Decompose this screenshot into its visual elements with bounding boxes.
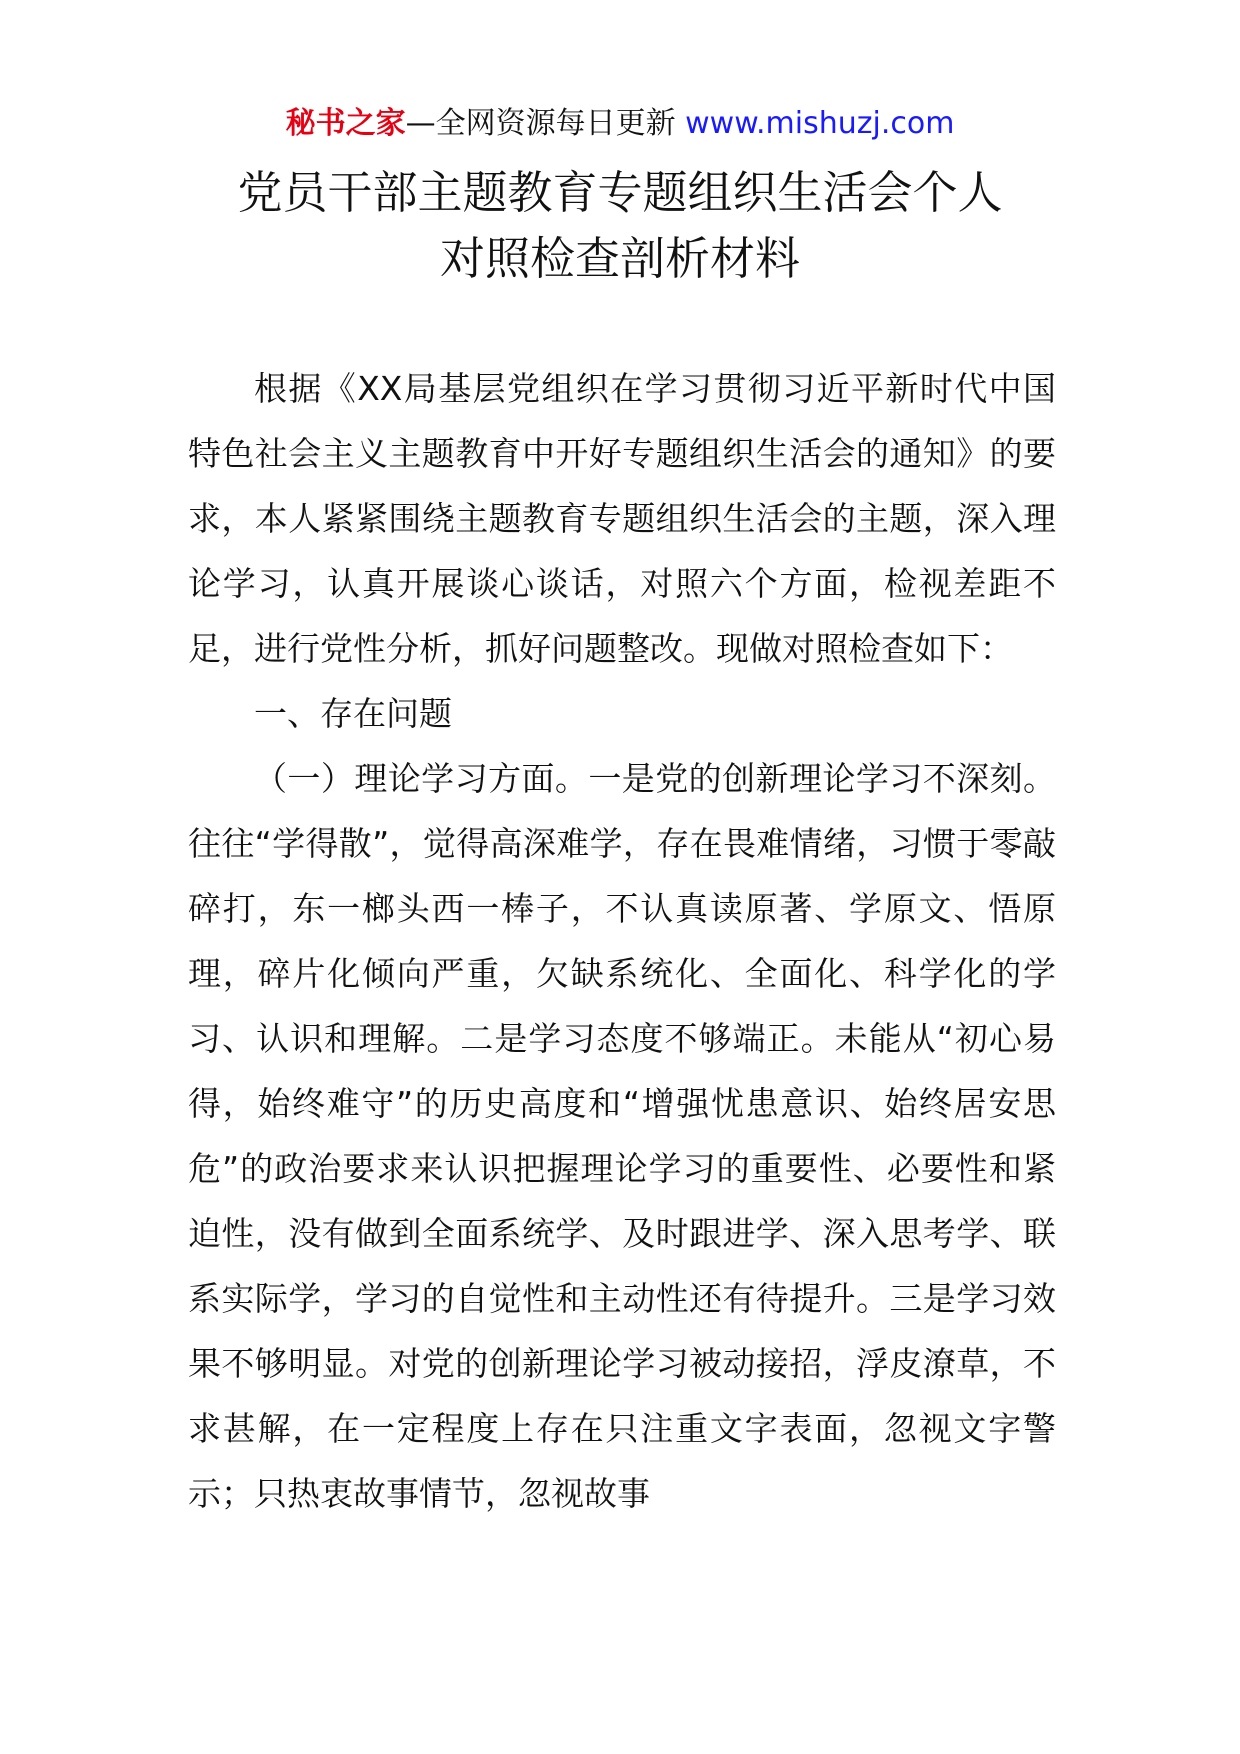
title-line-2: 对照检查剖析材料 (439, 232, 800, 285)
section-heading: 一、存在问题 (254, 694, 452, 733)
header-tagline: —全网资源每日更新 (405, 106, 676, 141)
intro-paragraph: 根据《XX局基层党组织在学习贯彻习近平新时代中国特色社会主义主题教育中开好专题组织生活会的通知》的要求，本人紧紧围绕主题教育专题组织生活会的主题，深入理论学习，认真开展谈心谈话，对照六个方面，检视差距不足，进行党性分析，抓好问题整改。现做对照检查如下： (188, 369, 1056, 668)
brand-name: 秘书之家 (285, 106, 406, 141)
document-title (0, 160, 1240, 292)
body-paragraph: （一）理论学习方面。一是党的创新理论学习不深刻。往往“学得散”，觉得高深难学，存在畏难情绪，习惯于零敲碎打，东一榔头西一棒子，不认真读原著、学原文、悟原理，碎片化倾向严重，欠缺系统化、全面化、科学化的学习、认识和理解。二是学习态度不够端正。未能从“初心易得，始终难守”的历史高度和“增强忧患意识、始终居安思危”的政治要求来认识把握理论学习的重要性、必要性和紧迫性，没有做到全面系统学、及时跟进学、深入思考学、联系实际学，学习的自觉性和主动性还有待提升。三是学习效果不够明显。对党的创新理论学习被动接招，浮皮潦草，不求甚解，在一定程度上存在只注重文字表面，忽视文字警示；只热衷故事情节，忽视故事 (188, 759, 1056, 1513)
title-line-1: 党员干部主题教育专题组织生活会个人 (237, 166, 1003, 219)
document-body (188, 356, 1056, 1526)
site-url-link[interactable]: www.mishuzj.com (685, 106, 955, 141)
site-header (0, 102, 1240, 146)
